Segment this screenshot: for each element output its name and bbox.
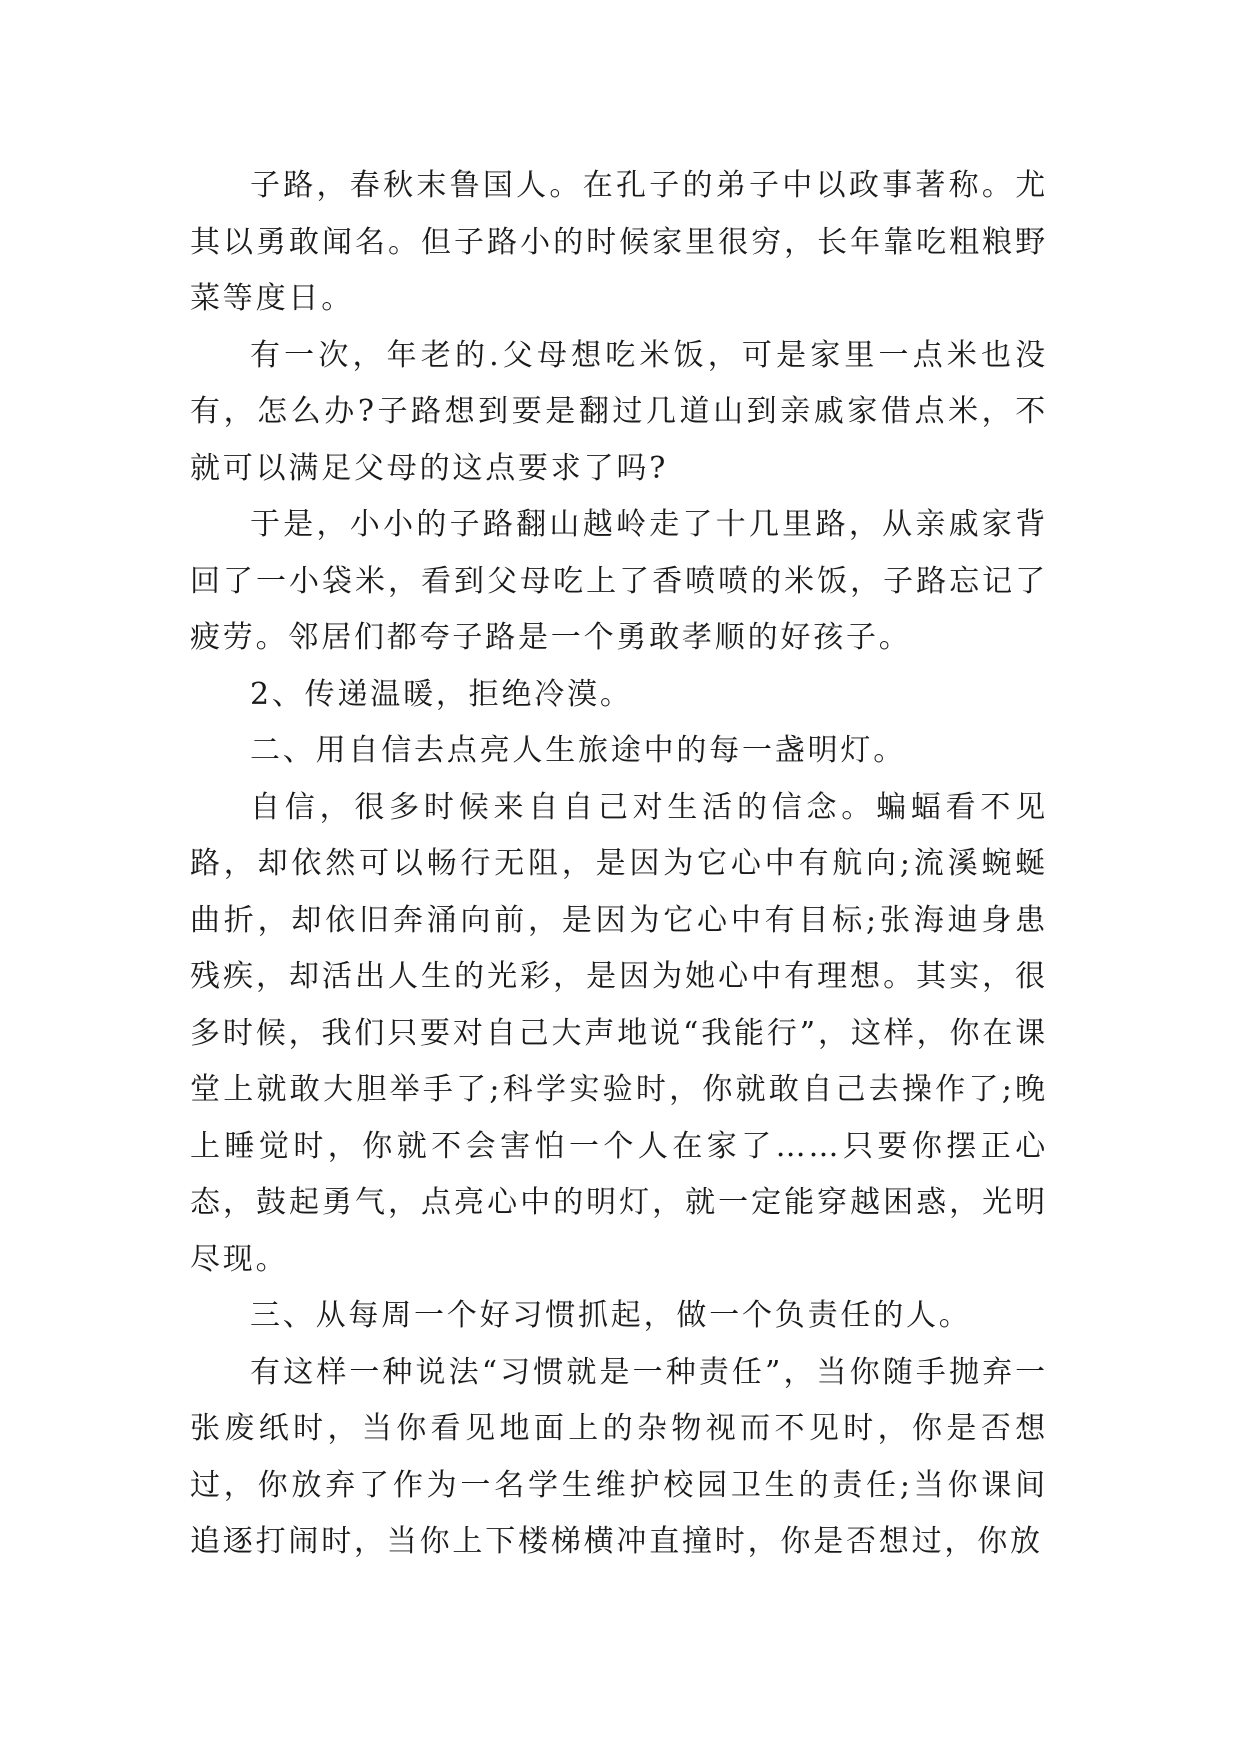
document-body — [190, 158, 1048, 1571]
paragraph-habits-body: 有这样一种说法“习惯就是一种责任”，当你随手抛弃一张废纸时，当你看见地面上的杂物视而不见时，你是否想过，你放弃了作为一名学生维护校园卫生的责任;当你课间追逐打闹时，当你上下楼梯横冲直撞时，你是否想过，你放 — [190, 1354, 1048, 1559]
paragraph-zilu-intro: 子路，春秋末鲁国人。在孔子的弟子中以政事著称。尤其以勇敢闻名。但子路小的时候家里很穷，长年靠吃粗粮野菜等度日。 — [190, 168, 1048, 316]
paragraph-parents-rice: 有一次，年老的.父母想吃米饭，可是家里一点米也没有，怎么办?子路想到要是翻过几道山到亲戚家借点米，不就可以满足父母的这点要求了吗? — [190, 337, 1048, 486]
paragraph-heading-confidence: 二、用自信去点亮人生旅途中的每一盏明灯。 — [250, 733, 906, 768]
paragraph-heading-warmth: 2、传递温暖，拒绝冷漠。 — [250, 676, 633, 712]
paragraph-heading-habits: 三、从每周一个好习惯抓起，做一个负责任的人。 — [250, 1298, 972, 1333]
paragraph-confidence-body: 自信，很多时候来自自己对生活的信念。蝙蝠看不见路，却依然可以畅行无阻，是因为它心中有航向;流溪蜿蜒曲折，却依旧奔涌向前，是因为它心中有目标;张海迪身患残疾，却活出人生的光彩，是因为她心中有理想。其实，很多时候，我们只要对自己大声地说“我能行”，这样，你在课堂上就敢大胆举手了;科学实验时，你就敢自己去操作了;晚上睡觉时，你就不会害怕一个人在家了……只要你摆正心态，鼓起勇气，点亮心中的明灯，就一定能穿越困惑，光明尽现。 — [190, 789, 1048, 1277]
paragraph-carry-rice: 于是，小小的子路翻山越岭走了十几里路，从亲戚家背回了一小袋米，看到父母吃上了香喷喷的米饭，子路忘记了疲劳。邻居们都夸子路是一个勇敢孝顺的好孩子。 — [190, 507, 1048, 655]
